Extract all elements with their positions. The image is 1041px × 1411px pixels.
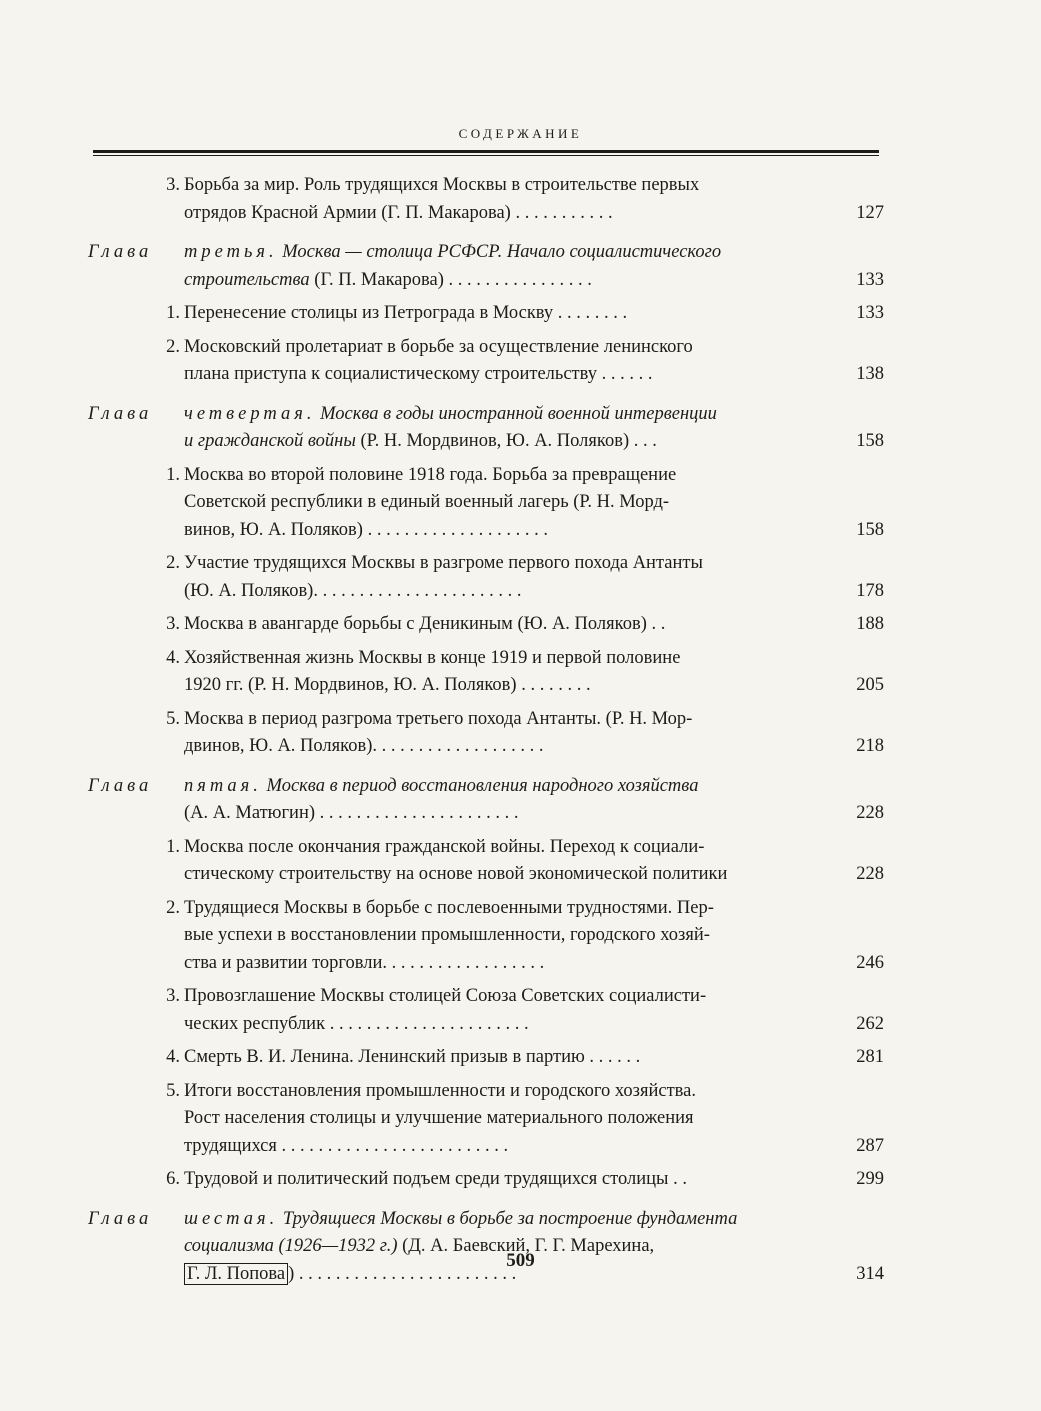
toc-entry[interactable] [88, 706, 884, 761]
toc-entry[interactable] [88, 172, 884, 227]
entry-title-line: винов, Ю. А. Поляков) . . . . . . . . . . . . . . . . . . . . [184, 519, 548, 540]
chapter-author: (Г. П. Макарова) . . . . . . . . . . . . . . . . [309, 269, 592, 290]
toc-entry[interactable] [88, 611, 884, 639]
entry-title-line: отрядов Красной Армии (Г. П. Макарова) . . . . . . . . . . . [184, 202, 613, 223]
toc-entry[interactable] [88, 300, 884, 328]
entry-page: 287 [856, 1135, 884, 1156]
chapter-author: (Р. Н. Мордвинов, Ю. А. Поляков) . . . [355, 431, 657, 451]
header-rule [93, 150, 879, 156]
entry-title-line: Москва в авангарде борьбы с Деникиным (Ю. А. Поляков) . . [184, 614, 666, 634]
chapter-title-cont: социализма (1926—1932 г.) [184, 1236, 398, 1256]
chapter-author: (Д. А. Баевский, Г. Г. Марехина, [397, 1236, 655, 1256]
entry-page: 281 [856, 1047, 884, 1067]
entry-title-line: Москва во второй половине 1918 года. Борьба за превращение [184, 464, 677, 485]
chapter-author-cont: ) . . . . . . . . . . . . . . . . . . . . . . . . [288, 1263, 517, 1284]
chapter-ordinal: четвертая. [184, 403, 316, 424]
chapter-page: 228 [856, 803, 884, 823]
entry-number: 1. [166, 464, 180, 485]
entry-number: 6. [166, 1169, 180, 1189]
entry-title-line: Хозяйственная жизнь Москвы в конце 1919 и первой половине [184, 647, 681, 668]
chapter-page: 314 [856, 1263, 884, 1284]
entry-title-line: Трудовой и политический подъем среди трудящихся столицы . . [184, 1169, 687, 1189]
entry-title-line: Москва после окончания гражданской войны. Переход к социали- [184, 836, 705, 857]
toc-entry[interactable] [88, 462, 884, 545]
chapter-prefix: Глава [88, 1208, 153, 1229]
entry-title-line: 1920 гг. (Р. Н. Мордвинов, Ю. А. Поляков) . . . . . . . . [184, 675, 591, 695]
entry-page: 299 [856, 1169, 884, 1189]
toc-chapter[interactable] [88, 773, 884, 828]
entry-title-line: Рост населения столицы и улучшение материального положения [184, 1108, 694, 1128]
entry-number: 3. [166, 986, 180, 1006]
chapter-ordinal: шестая. [184, 1208, 279, 1229]
chapter-author: (А. А. Матюгин) . . . . . . . . . . . . . . . . . . . . . . [184, 803, 519, 823]
entry-title-line: трудящихся . . . . . . . . . . . . . . . . . . . . . . . . . [184, 1135, 509, 1156]
entry-number: 4. [166, 647, 180, 668]
entry-title-line: Московский пролетариат в борьбе за осуществление ленинского [184, 336, 693, 357]
chapter-title: Москва в годы иностранной военной интервенции [320, 403, 717, 424]
toc-entry[interactable] [88, 834, 884, 889]
entry-page: 158 [856, 519, 884, 540]
entry-title-line: Смерть В. И. Ленина. Ленинский призыв в партию . . . . . . [184, 1047, 641, 1067]
entry-title-line: стическому строительству на основе новой экономической политики [184, 864, 728, 884]
entry-title-line: Провозглашение Москвы столицей Союза Советских социалисти- [184, 986, 707, 1006]
toc-entry[interactable] [88, 1044, 884, 1072]
entry-number: 5. [166, 708, 180, 729]
entry-number: 1. [166, 836, 180, 857]
chapter-prefix: Глава [88, 403, 153, 424]
toc-chapter[interactable] [88, 1206, 884, 1289]
chapter-ordinal: пятая. [184, 775, 262, 796]
framed-author-name: Г. Л. Попова [184, 1263, 288, 1285]
entry-page: 133 [856, 303, 884, 323]
entry-number: 2. [166, 897, 180, 918]
toc-entry[interactable] [88, 334, 884, 389]
entry-number: 5. [166, 1080, 180, 1101]
toc-chapter[interactable] [88, 401, 884, 456]
chapter-prefix: Глава [88, 242, 153, 262]
entry-title-line: Москва в период разгрома третьего похода Антанты. (Р. Н. Мор- [184, 708, 693, 729]
toc-entry[interactable] [88, 1078, 884, 1161]
entry-title-line: Борьба за мир. Роль трудящихся Москвы в строительстве первых [184, 175, 700, 195]
running-header: СОДЕРЖАНИЕ [458, 126, 583, 141]
entry-title-line: Трудящиеся Москвы в борьбе с послевоенными трудностями. Пер- [184, 897, 714, 918]
entry-page: 246 [856, 952, 884, 973]
entry-number: 2. [166, 336, 180, 357]
chapter-title: Трудящиеся Москвы в борьбе за построение фундамента [282, 1208, 738, 1229]
entry-number: 3. [166, 614, 180, 634]
toc-entry[interactable] [88, 895, 884, 978]
entry-page: 205 [856, 675, 884, 695]
entry-title-line: Участие трудящихся Москвы в разгроме первого похода Антанты [184, 553, 703, 573]
entry-number: 4. [166, 1047, 180, 1067]
toc-chapter[interactable] [88, 239, 884, 294]
entry-title-line: вые успехи в восстановлении промышленности, городского хозяй- [184, 925, 710, 945]
entry-number: 1. [166, 303, 180, 323]
chapter-prefix: Глава [88, 775, 153, 796]
chapter-page: 158 [856, 431, 884, 451]
chapter-title-cont: строительства [184, 269, 310, 290]
table-of-contents [88, 172, 884, 1294]
chapter-title: Москва в период восстановления народного хозяйства [266, 775, 699, 796]
toc-entry[interactable] [88, 983, 884, 1038]
entry-title-line: ства и развитии торговли. . . . . . . . . . . . . . . . . . [184, 952, 545, 973]
toc-entry[interactable] [88, 1166, 884, 1194]
toc-entry[interactable] [88, 645, 884, 700]
entry-title-line: Перенесение столицы из Петрограда в Москву . . . . . . . . [184, 303, 628, 323]
entry-title-line: Советской республики в единый военный лагерь (Р. Н. Морд- [184, 492, 670, 512]
chapter-title-cont: и гражданской войны [184, 431, 356, 451]
toc-entry[interactable] [88, 550, 884, 605]
chapter-page: 133 [856, 269, 884, 290]
entry-page: 127 [856, 202, 884, 223]
entry-number: 3. [166, 175, 180, 195]
chapter-title: Москва — столица РСФСР. Начало социалистического [282, 242, 722, 262]
entry-title-line: двинов, Ю. А. Поляков). . . . . . . . . . . . . . . . . . . [184, 736, 544, 756]
entry-title-line: (Ю. А. Поляков). . . . . . . . . . . . . . . . . . . . . . . [184, 580, 522, 601]
entry-page: 138 [856, 364, 884, 384]
entry-page: 218 [856, 736, 884, 756]
entry-page: 188 [856, 614, 884, 634]
entry-title-line: Итоги восстановления промышленности и городского хозяйства. [184, 1080, 696, 1101]
entry-title-line: плана приступа к социалистическому строительству . . . . . . [184, 364, 653, 384]
chapter-ordinal: третья. [184, 242, 278, 262]
entry-page: 178 [856, 580, 884, 601]
page-number: 509 [506, 1250, 535, 1271]
entry-title-line: ческих республик . . . . . . . . . . . . . . . . . . . . . . [184, 1013, 529, 1034]
entry-number: 2. [166, 553, 180, 573]
entry-page: 262 [856, 1013, 884, 1034]
entry-page: 228 [856, 864, 884, 884]
